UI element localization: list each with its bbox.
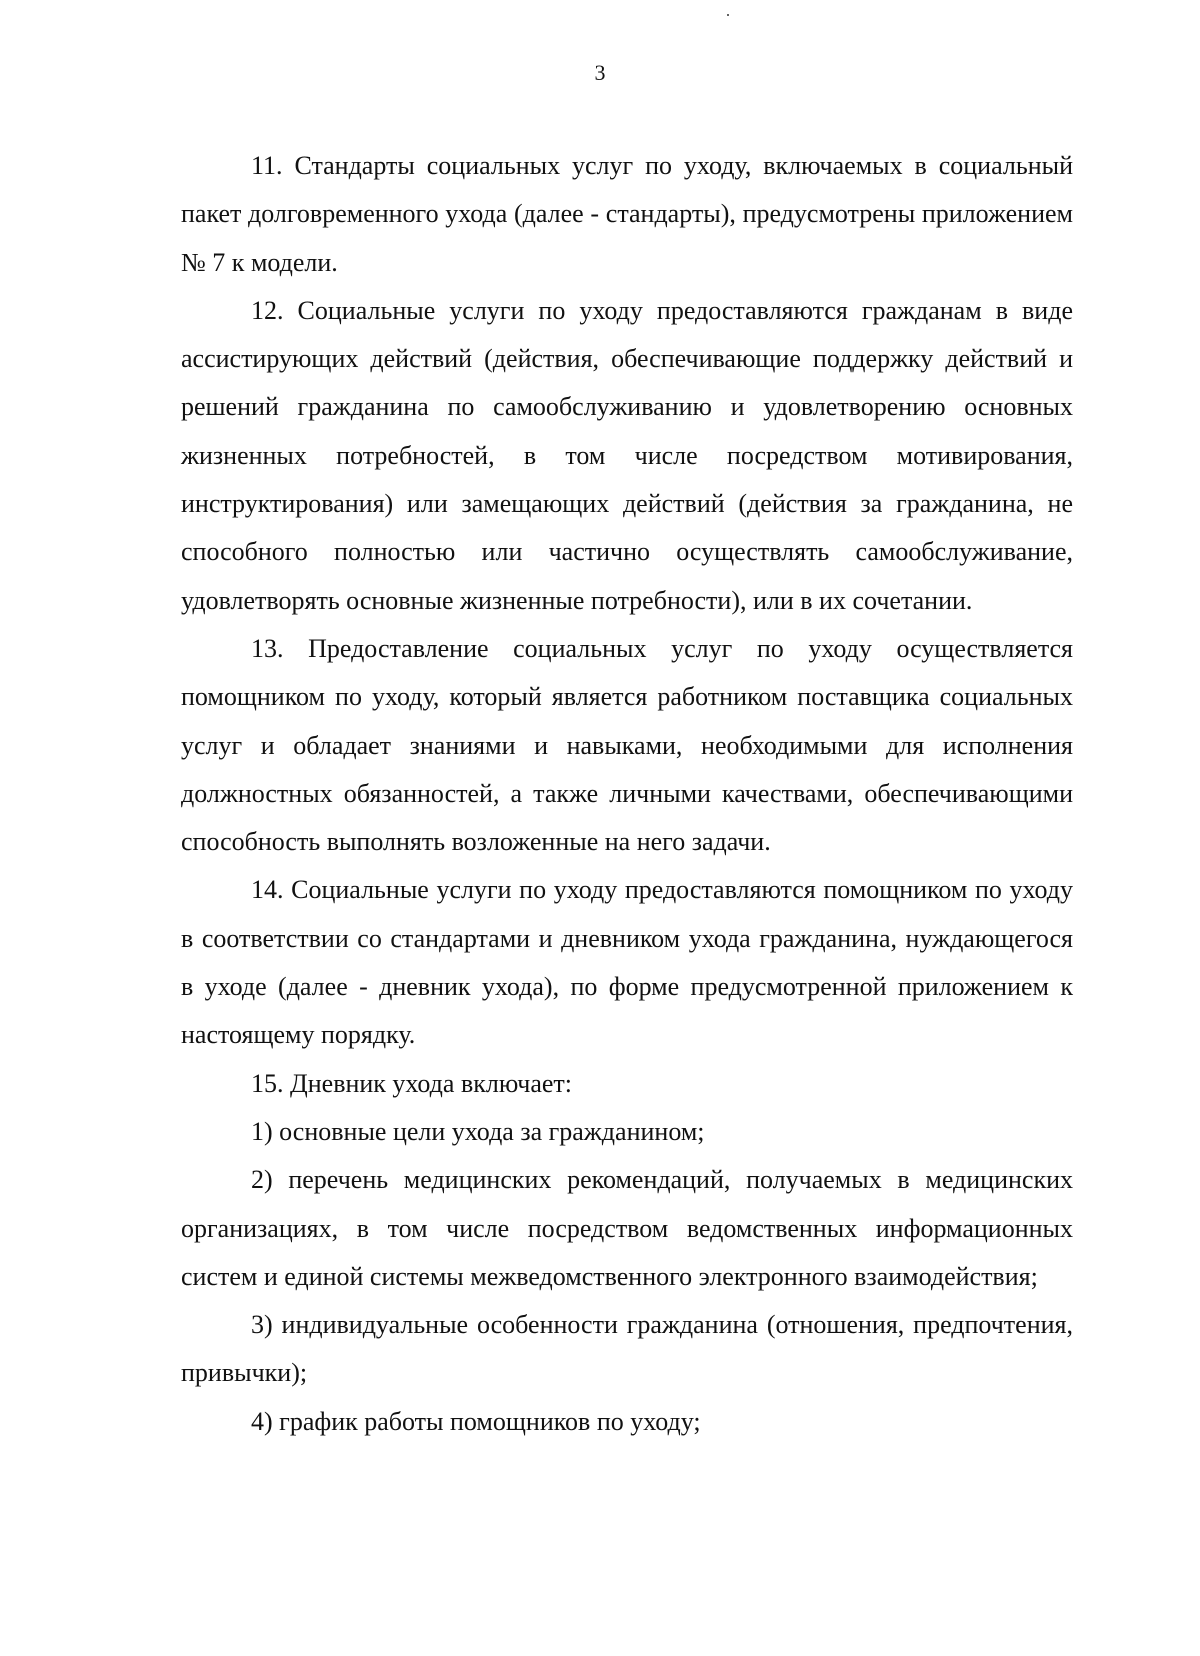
paragraph-14: 14. Социальные услуги по уходу предоставляются помощником по уходу в соответствии со стандартами и дневником ухода гражданина, нуждающегося в уходе (далее - дневник ухода), по форме предусмотренной приложением к настоящему порядку. bbox=[181, 875, 1073, 1050]
paragraph-12: 12. Социальные услуги по уходу предоставляются гражданам в виде ассистирующих действий (действия, обеспечивающие поддержку действий и решений гражданина по самообслуживанию и удовлетворению основных жизненных потребностей, в том числе посредством мотивирования, инструктирования) или замещающих действий (действия за гражданина, не способного полностью или частично осуществлять самообслуживание, удовлетворять основные жизненные потребности), или в их сочетании. bbox=[181, 295, 1073, 615]
scan-speck bbox=[727, 14, 729, 16]
paragraph-11: 11. Стандарты социальных услуг по уходу, включаемых в социальный пакет долговременного ухода (далее - стандарты), предусмотрены приложением № 7 к модели. bbox=[181, 151, 1073, 277]
list-item-2: 2) перечень медицинских рекомендаций, получаемых в медицинских организациях, в том числе посредством ведомственных информационных систем и единой системы межведомственного электронного взаимодействия; bbox=[181, 1165, 1073, 1291]
list-item-3: 3) индивидуальные особенности гражданина (отношения, предпочтения, привычки); bbox=[181, 1310, 1073, 1388]
list-item-4: 4) график работы помощников по уходу; bbox=[251, 1406, 701, 1436]
document-body bbox=[181, 142, 1073, 1446]
page-number: 3 bbox=[594, 60, 606, 85]
paragraph-15: 15. Дневник ухода включает: bbox=[251, 1068, 573, 1098]
list-item-1: 1) основные цели ухода за гражданином; bbox=[251, 1116, 705, 1146]
paragraph-13: 13. Предоставление социальных услуг по уходу осуществляется помощником по уходу, который является работником поставщика социальных услуг и обладает знаниями и навыками, необходимыми для исполнения должностных обязанностей, а также личными качествами, обеспечивающими способность выполнять возложенные на него задачи. bbox=[181, 633, 1073, 857]
